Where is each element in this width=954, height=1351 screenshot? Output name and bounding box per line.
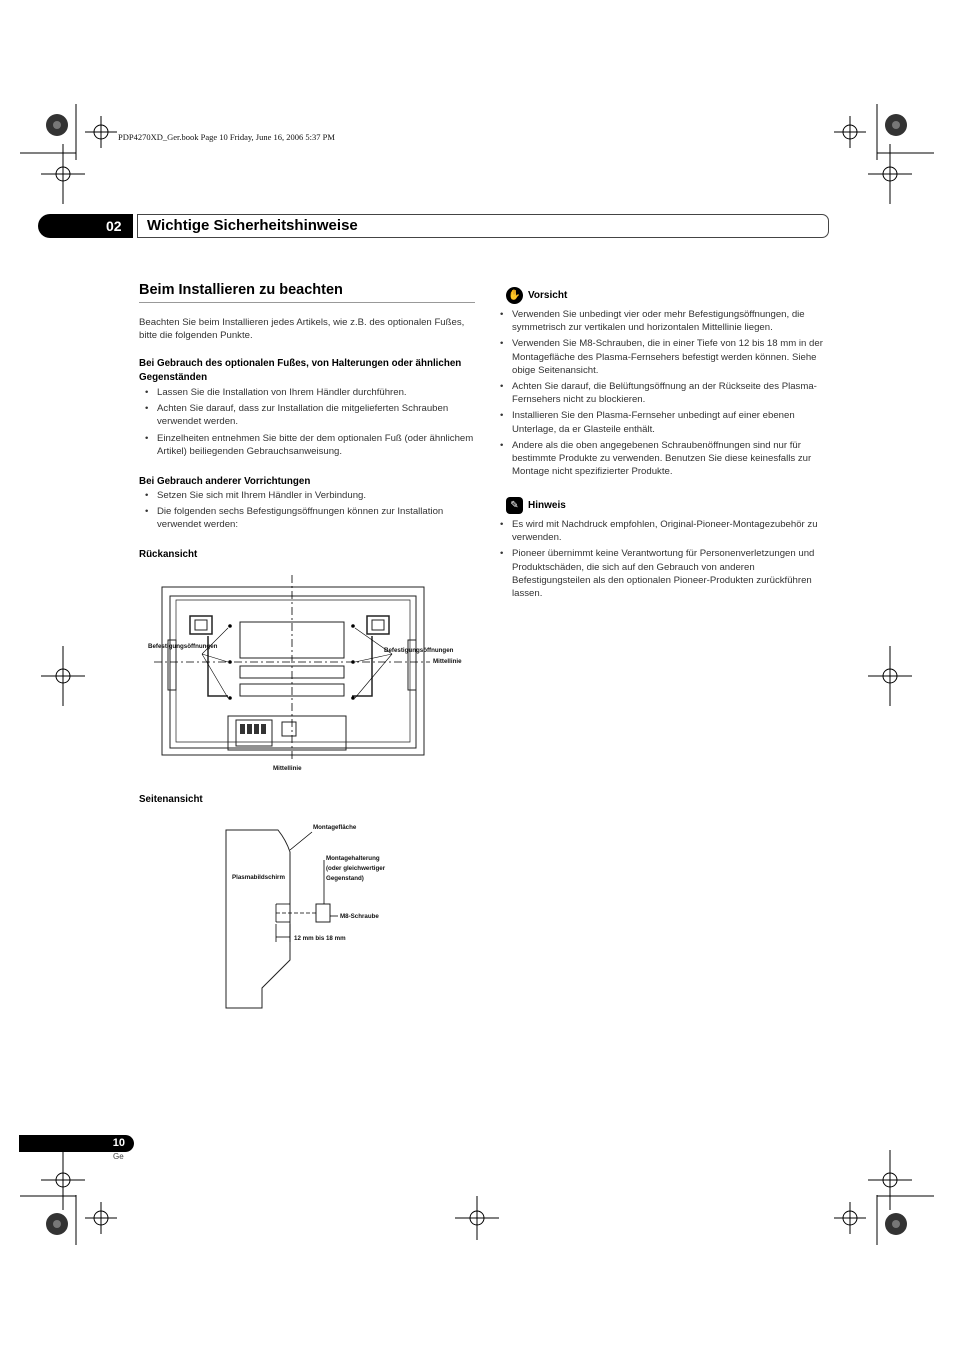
list-item: • Verwenden Sie unbedingt vier oder mehr Befestigungsöffnungen, die symmetrisch zur vertikalen und horizontalen Mittellinie liegen.: [494, 308, 832, 334]
caution-header: [506, 287, 567, 304]
label-bracket-2: (oder gleichwertiger: [326, 865, 386, 872]
intro-text: Beachten Sie beim Installieren jedes Artikels, wie z.B. des optionalen Fußes, bitte die folgenden Punkte.: [139, 317, 465, 342]
list-item: • Verwenden Sie M8-Schrauben, die in einer Tiefe von 12 bis 18 mm in der Montagefläche des Plasma-Fernsehers befestigt werden können. Siehe obige Seitenansicht.: [494, 337, 832, 377]
side-view-diagram: [220, 820, 420, 1015]
side-view-heading: Seitenansicht: [139, 794, 203, 805]
label-screen: Plasmabildschirm: [232, 874, 285, 881]
rear-view-diagram: [140, 570, 480, 785]
list-item: • Achten Sie darauf, die Belüftungsöffnung an der Rückseite des Plasma-Fernsehers nicht zu blockieren.: [494, 380, 832, 406]
list-item: • Die folgenden sechs Befestigungsöffnungen können zur Installation verwendet werden:: [139, 505, 479, 531]
chapter-number: 02: [106, 218, 122, 234]
hand-icon: ✋: [506, 287, 523, 304]
list-item: • Andere als die oben angegebenen Schraubenöffnungen sind nur für bestimmte Produkte zu verwenden. Benutzen Sie diese keinesfalls zur Montage nicht spezifizierter Produkte.: [494, 439, 832, 479]
pencil-icon: ✎: [506, 497, 523, 514]
list-item: • Pioneer übernimmt keine Verantwortung für Personenverletzungen und Produktschäden, die sich auf den Gebrauch von anderen Befestigungsteilen als den optionalen Pioneer-Produkten zurückführen lassen.: [494, 547, 824, 600]
sub2-heading: Bei Gebrauch anderer Vorrichtungen: [139, 476, 311, 487]
label-depth: 12 mm bis 18 mm: [294, 935, 346, 942]
sub1-list: [139, 386, 479, 461]
chapter-header: [38, 214, 830, 238]
sub2-list: [139, 489, 479, 535]
page-number: 10: [112, 1137, 125, 1149]
label-bracket-1: Montagehalterung: [326, 855, 380, 862]
list-item: • Installieren Sie den Plasma-Fernseher unbedingt auf einer ebenen Unterlage, da er Glasteile enthält.: [494, 409, 832, 435]
note-label: Hinweis: [528, 500, 566, 511]
label-holes-left: Befestigungsöffnungen: [148, 643, 218, 650]
list-item: • Lassen Sie die Installation von Ihrem Händler durchführen.: [139, 386, 479, 399]
label-mount-surface: Montagefläche: [313, 824, 357, 831]
list-item: • Einzelheiten entnehmen Sie bitte der dem optionalen Fuß (oder ähnlichem Artikel) beiliegenden Gebrauchsanweisung.: [139, 432, 479, 458]
caution-list: [494, 308, 832, 481]
label-centerline-bottom: Mittellinie: [273, 765, 302, 772]
label-screw: M8-Schraube: [340, 913, 379, 920]
note-list: [494, 518, 824, 603]
caution-label: Vorsicht: [528, 290, 568, 301]
rear-view-heading: Rückansicht: [139, 549, 198, 560]
file-info: PDP4270XD_Ger.book Page 10 Friday, June 16, 2006 5:37 PM: [118, 132, 335, 142]
section-title: Beim Installieren zu beachten: [139, 282, 475, 303]
list-item: • Setzen Sie sich mit Ihrem Händler in Verbindung.: [139, 489, 479, 502]
chapter-title-box: [137, 214, 829, 238]
list-item: • Es wird mit Nachdruck empfohlen, Original-Pioneer-Montagezubehör zu verwenden.: [494, 518, 824, 544]
label-bracket-3: Gegenstand): [326, 875, 364, 882]
note-header: [506, 497, 566, 514]
list-item: • Achten Sie darauf, dass zur Installation die mitgelieferten Schrauben verwendet werden.: [139, 402, 479, 428]
page-number-pill: [19, 1135, 134, 1152]
sub1-heading: Bei Gebrauch des optionalen Fußes, von Halterungen oder ähnlichen Gegenständen: [139, 358, 462, 383]
chapter-number-pill: [38, 214, 133, 238]
chapter-title: Wichtige Sicherheitshinweise: [147, 217, 358, 234]
page-language: Ge: [113, 1152, 124, 1161]
label-centerline-right: Mittellinie: [433, 658, 462, 665]
label-holes-right: Befestigungsöffnungen: [384, 647, 454, 654]
